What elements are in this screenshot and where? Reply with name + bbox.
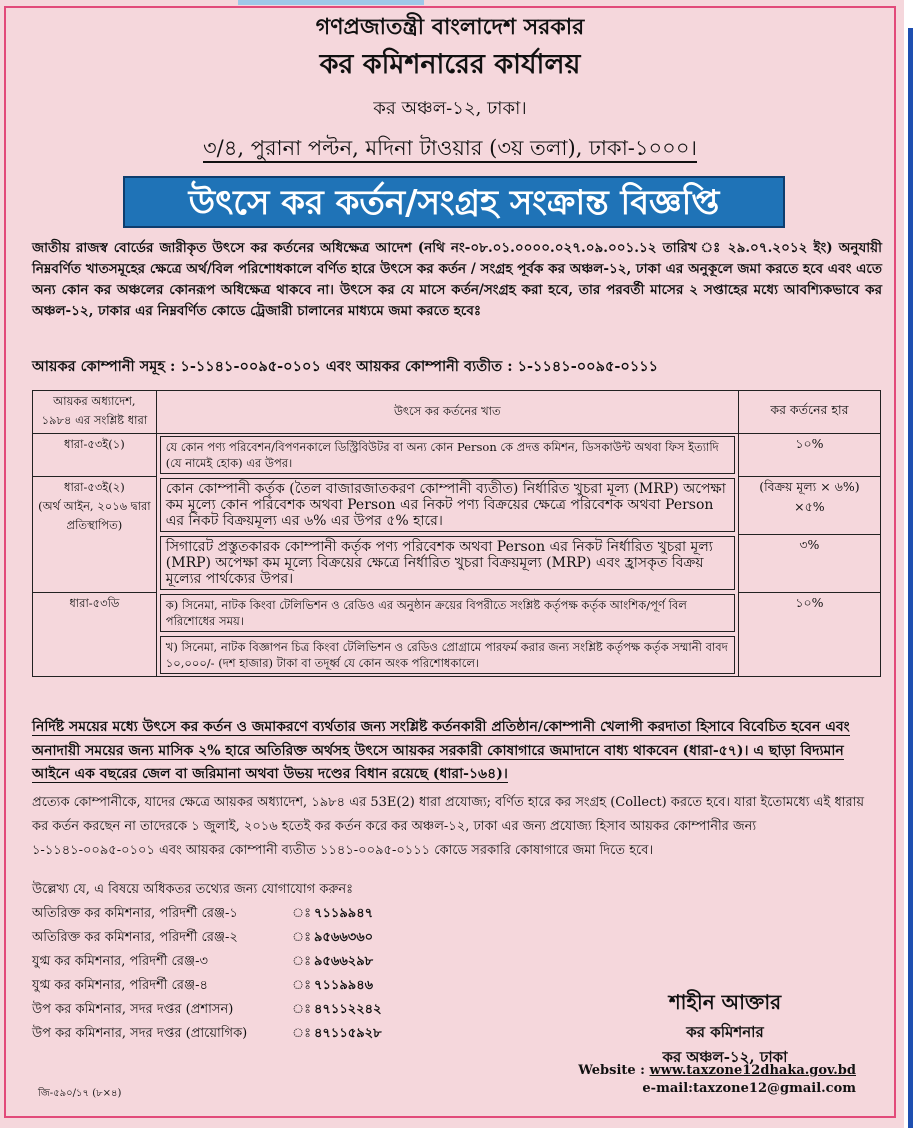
table-row: [33, 476, 881, 534]
row-item: ক) সিনেমা, নাটক কিংবা টেলিভিশন ও রেডিও এর অনুষ্ঠান ক্রয়ের বিপরীতে সংশ্লিষ্ট কর্তৃপক্ষ কর্তৃক আংশিক/পূর্ণ বিল পরিশোধের সময়।: [160, 594, 735, 632]
row-item-text: কোন কোম্পানী কর্তৃক (তৈল বাজারজাতকরণ কোম্পানী ব্যতীত) নির্ধারিত খুচরা মূল্য (MRP) অপেক্ষা কম মূল্যে কোন পরিবেশক অথবা Person এর নিকট পণ্য বিক্রয়ের ক্ষেত্রে পরিবেশক অথবা Person এর নিকট বিক্রয়মূল্য এর ৬% এর উপর ৫% হারে।: [165, 481, 726, 529]
row-section: ধারা-৫৩ই(১): [33, 434, 157, 477]
reference-code: জি-৫৯০/১৭ (৮×৪): [38, 1088, 122, 1099]
row-item: [160, 478, 735, 532]
contact-label: অতিরিক্ত কর কমিশনার, পরিদর্শী রেঞ্জ-২: [32, 930, 238, 945]
list-item: [32, 950, 452, 974]
list-item: [32, 926, 452, 950]
row-item: [160, 536, 735, 590]
intro-paragraph: জাতীয় রাজস্ব বোর্ডের জারীকৃত উৎসে কর কর্তনের অধিক্ষেত্র আদেশ (নথি নং-০৮.০১.০০০০.০২৭.০৯.০০১.১২ তারিখ ঃ ২৯.০৭.২০১২ ইং) অনুযায়ী নিম্নবর্ণিত খাতসমূহের ক্ষেত্রে অর্থ/বিল পরিশোধকালে বর্ণিত হারে উৎসে কর কর্তন / সংগ্রহ পূর্বক কর অঞ্চল-১২, ঢাকা এর অনুকূলে জমা করতে হবে এবং এতে অন্য কোন কর অঞ্চলের কোনরূপ অধিক্ষেত্র থাকবে না। উৎসে কর যে মাসে কর্তন/সংগ্রহ করা হবে, তার পরবর্তী মাসের ২ সপ্তাহের মধ্যে আবশ্যিকভাবে কর অঞ্চল-১২, ঢাকার এর নিম্নবর্ণিত কোডে ট্রেজারী চালানের মাধ্যমে জমা করতে হবেঃ: [32, 240, 882, 319]
contact-label: যুগ্ম কর কমিশনার, পরিদর্শী রেঞ্জ-৪: [32, 978, 208, 993]
list-item: [32, 1022, 452, 1046]
contact-separator: ঃ: [292, 1026, 312, 1041]
contact-intro: উল্লেখ্য যে, এ বিষয়ে অধিকতর তথ্যের জন্য যোগাযোগ করুনঃ: [32, 882, 354, 897]
row-rate: ১০%: [738, 592, 880, 677]
contact-separator: ঃ: [292, 906, 312, 921]
header-zone: কর অঞ্চল-১২, ঢাকা।: [373, 98, 527, 119]
signatory-office: কর অঞ্চল-১২, ঢাকা: [662, 1048, 788, 1066]
contact-separator: ঃ: [292, 930, 312, 945]
website-line: [560, 1062, 856, 1080]
contact-list: [32, 878, 452, 1046]
list-item: [32, 998, 452, 1022]
right-blue-rule: [908, 28, 913, 1128]
notice-title-banner: উৎসে কর কর্তন/সংগ্রহ সংক্রান্ত বিজ্ঞপ্তি: [123, 176, 785, 228]
row-item-text: সিগারেট প্রস্তুতকারক কোম্পানী কর্তৃক পণ্য পরিবেশক অথবা Person এর নিকট নির্ধারিত খুচরা মূল্য (MRP) অপেক্ষা কম মূল্যে বিক্রয়ের ক্ষেত্রে নির্ধারিত খুচরা বিক্রয়মূল্য (MRP) এবং হ্রাসকৃত বিক্রয় মূল্যের পার্থক্যের উপর।: [165, 539, 713, 587]
row-item-cell: [156, 434, 738, 477]
header-head: উৎসে কর কর্তনের খাত: [156, 391, 738, 434]
signatory-designation: কর কমিশনার: [686, 1023, 764, 1041]
table-header-row: [33, 391, 881, 434]
contact-label: অতিরিক্ত কর কমিশনার, পরিদর্শী রেঞ্জ-১: [32, 906, 238, 921]
signatory-name: শাহীন আক্তার: [668, 990, 782, 1014]
collection-notice: প্রত্যেক কোম্পানীকে, যাদের ক্ষেত্রে আয়কর অধ্যাদেশ, ১৯৮৪ এর 53E(2) ধারা প্রযোজ্য; বর্ণিত হারে কর সংগ্রহ (Collect) করতে হবে। যারা ইতোমধ্যে এই ধারায় কর কর্তন করছেন না তাদেরকে ১ জুলাই, ২০১৬ হতেই কর কর্তন করে কর অঞ্চল-১২, ঢাকা এর জন্য প্রযোজ্য হিসাব আয়কর কোম্পানীর জন্য ১-১১৪১-০০৯৫-০১০১ এবং আয়কর কোম্পানী ব্যতীত ১১৪১-০০৯৫-০১১১ কোডে সরকারি কোষাগারে জমা দিতে হবে।: [32, 795, 865, 858]
contact-number: ৯৫৬৬৩৬০: [314, 930, 374, 945]
contact-separator: ঃ: [292, 978, 312, 993]
row-item-cell: [156, 476, 738, 534]
contact-number: ৯৫৬৬২৯৮: [314, 954, 374, 969]
row-rate: ৩%: [738, 534, 880, 592]
email-line: [560, 1080, 856, 1098]
right-margin: [904, 0, 924, 1128]
header-address: [0, 132, 900, 167]
contact-web: [560, 1062, 856, 1098]
list-item: [32, 902, 452, 926]
row-item-cell: [156, 592, 738, 634]
tax-rate-table: [32, 390, 881, 677]
treasury-codes: আয়কর কোম্পানী সমূহ : ১-১১৪১-০০৯৫-০১০১ এবং আয়কর কোম্পানী ব্যতীত : ১-১১৪১-০০৯৫-০১১১: [32, 358, 659, 375]
email-link[interactable]: taxzone12@gmail.com: [692, 1081, 856, 1096]
header-government: গণপ্রজাতন্ত্রী বাংলাদেশ সরকার: [315, 14, 585, 40]
row-item: খ) সিনেমা, নাটক বিজ্ঞাপন চিত্র কিংবা টেলিভিশন ও রেডিও প্রোগ্রামে পারফর্ম করার জন্য সংশ্লিষ্ট কর্তৃপক্ষ কর্তৃক সম্মানী বাবদ ১০,০০০/- (দশ হাজার) টাকা বা তদূর্ধ্ব যে কোন অংক পরিশোধকালে।: [160, 636, 735, 674]
penalty-paragraph: [32, 716, 882, 787]
row-rate: ১০%: [738, 434, 880, 477]
header-rate: কর কর্তনের হার: [738, 391, 880, 434]
contact-label: উপ কর কমিশনার, সদর দপ্তর (প্রায়োগিক): [32, 1026, 248, 1041]
row-section: ধারা-৫৩ডি: [33, 592, 157, 677]
email-label: e-mail:: [642, 1081, 693, 1096]
table-row: [33, 534, 881, 592]
signature-block: [560, 988, 890, 1071]
row-section-sub: (অর্থ আইন, ২০১৬ দ্বারা প্রতিস্থাপিত): [38, 498, 151, 532]
header-address-text: ৩/৪, পুরানা পল্টন, মদিনা টাওয়ার (৩য় তলা), ঢাকা-১০০০।: [203, 136, 697, 163]
row-item-cell: [156, 534, 738, 592]
contact-label: উপ কর কমিশনার, সদর দপ্তর (প্রশাসন): [32, 1002, 234, 1017]
contact-number: ৪৭১১২২৪২: [314, 1002, 382, 1017]
row-item: যে কোন পণ্য পরিবেশন/বিপণনকালে ডিস্ট্রিবিউটর বা অন্য কোন Person কে প্রদত্ত কমিশন, ডিসকাউন্ট অথবা ফিস ইত্যাদি (যে নামেই হোক) এর উপর।: [160, 436, 735, 474]
header-office: কর কমিশনারের কার্যালয়: [319, 49, 581, 80]
table-row: [33, 592, 881, 634]
contact-number: ৭১১৯৯৪৭: [314, 906, 374, 921]
contact-label: যুগ্ম কর কমিশনার, পরিদর্শী রেঞ্জ-৩: [32, 954, 208, 969]
list-item: [32, 974, 452, 998]
contact-number: ৪৭১১৫৯২৮: [314, 1026, 382, 1041]
penalty-text: নির্দিষ্ট সময়ের মধ্যে উৎসে কর কর্তন ও জমাকরণে ব্যর্থতার জন্য সংশ্লিষ্ট কর্তনকারী প্রতিষ্ঠান/কোম্পানী খেলাপী করদাতা হিসাবে বিবেচিত হবেন এবং অনাদায়ী সময়ের জন্য মাসিক ২% হারে অতিরিক্ত অর্থসহ উৎসে আয়কর সরকারী কোষাগারে জমাদানে বাধ্য থাকবেন (ধারা-৫৭)। এ ছাড়া বিদ্যমান আইনে এক বছরের জেল বা জরিমানা অথবা উভয় দণ্ডের বিধান রয়েছে (ধারা-১৬৪)।: [32, 719, 850, 782]
header-section: আয়কর অধ্যাদেশ, ১৯৮৪ এর সংশ্লিষ্ট ধারা: [33, 391, 157, 434]
contact-separator: ঃ: [292, 1002, 312, 1017]
table-row: [33, 434, 881, 477]
row-item-cell: [156, 634, 738, 677]
row-section-group: [33, 476, 157, 592]
website-link[interactable]: www.taxzone12dhaka.gov.bd: [649, 1063, 856, 1078]
contact-separator: ঃ: [292, 954, 312, 969]
row-rate: (বিক্রয় মূল্য × ৬%) ×৫%: [738, 476, 880, 534]
row-section: ধারা-৫৩ই(২): [64, 479, 125, 494]
top-accent-bar: [238, 0, 424, 5]
website-label: Website :: [578, 1063, 645, 1078]
contact-number: ৭১১৯৯৪৬: [314, 978, 374, 993]
